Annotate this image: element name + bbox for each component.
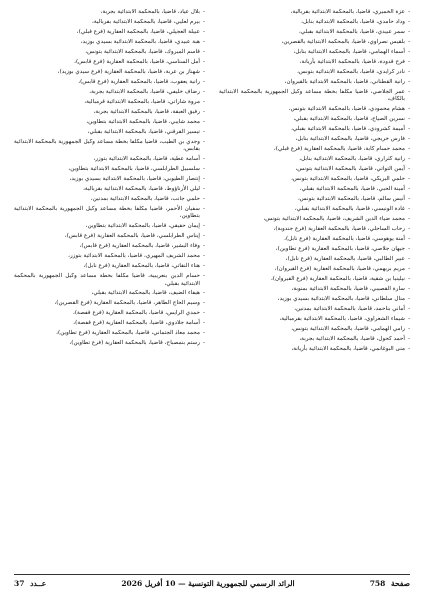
appointment-entry: - بلقيس نصراوي، قاضيا، بالمحكمة الابتدائية بالقصرين، — [219, 39, 410, 46]
issue-number-block — [14, 579, 46, 588]
appointment-entry: - وفاء البشير، قاضيا، بالمحكمة العقارية (فرع قابس)، — [14, 243, 205, 250]
page-number-block — [370, 579, 410, 588]
appointment-entry: - غادة الونيسي، قاضيا، بالمحكمة الابتدائية بقبلي، — [219, 206, 410, 213]
appointment-entry: - جيهان جلاصي، قاضيا، بالمحكمة العقارية (فرع تطاوين)، — [219, 246, 410, 253]
appointment-entry: - محمد ضياء الدين الشريف، قاضيا، بالمحكمة الابتدائية بتونس، — [219, 216, 410, 223]
appointment-entry: - نيلينيا بن شقية، قاضيا، بالمحكمة العقارية (فرع القيروان)، — [219, 276, 410, 283]
appointment-entry: - محمد معاذ الجتماني، قاضيا، بالمحكمة العقارية (فرع تطاوين)، — [14, 330, 205, 337]
appointment-entry: - وداد حامدي، قاضيا، بالمحكمة الابتدائية بنابل، — [219, 19, 410, 26]
appointment-entry: - محمد شايبي، قاضيا، بالمحكمة الابتدائية بتطاوين، — [14, 119, 205, 126]
appointment-entry: - أيمن التواتي، قاضيا، بالمحكمة الابتدائية بتونس، — [219, 166, 410, 173]
appointment-entry: - رستم بنمصباح، قاضيا، بالمحكمة العقارية (فرع تطاوين)، — [14, 340, 205, 347]
appointment-entry: - رانية كثراري، قاضيا، بالمحكمة الابتدائية بنابل، — [219, 156, 410, 163]
appointment-entry: - منال سلطاني، قاضيا، بالمحكمة الابتدائية بسيدي بوزيد، — [219, 296, 410, 303]
appointment-entry: - مريم بريهمي، قاضيا، بالمحكمة العقارية (فرع القيروان)، — [219, 266, 410, 273]
appointment-entry: - بلال عياد، قاضيا، بالمحكمة الابتدائية بجربة، — [14, 9, 205, 16]
appointment-entry: - رضاف خليفي، قاضيا، بالمحكمة الابتدائية بجربة، — [14, 89, 205, 96]
appointment-entry: - أمنة يوهوسي، قاضيا، بالمحكمة العقارية (فرع نابل)، — [219, 236, 410, 243]
appointment-entry: - إيمان حقيقي، قاضيا، بالمحكمة الابتدائية بتطاوين، — [14, 223, 205, 230]
appointment-entry: - أماني بناحمد، قاضيا، بالمحكمة الابتدائية بمدنين، — [219, 306, 410, 313]
appointment-entry: - مروة شاراتي، قاضيا، بالمحكمة الابتدائية قرمبالية، — [14, 99, 205, 106]
appointment-entry: - حسام الدين بنعريبية، قاضيا مكلفا بخطة مساعد وكيل الجمهورية بالمحكمة الابتدائية بقبلي، — [14, 273, 205, 288]
appointment-entry: - سمر عبيدي، قاضيا، بالمحكمة الابتدائية بقبلي، — [219, 29, 410, 36]
appointment-entry: - أسامة عطية، قاضيا، بالمحكمة الابتدائية بتوزر، — [14, 156, 205, 163]
appointment-entry: - ليلي الأرناؤوط، قاضيا، بالمحكمة الابتدائية بقربالية، — [14, 186, 205, 193]
appointment-entry: - أحمد كحول، قاضيا، بالمحكمة الابتدائية بجربة، — [219, 336, 410, 343]
appointment-entry: - هيفاء الضيف، قاضيا، بالمحكمة الابتدائية بقبلي، — [14, 290, 205, 297]
appointment-entry: - عزة الخميري، قاضيا، بالمحكمة الابتدائية بقربالية، — [219, 9, 410, 16]
issue-number: 37 — [14, 579, 25, 588]
appointment-entry: - حلمي جانب، قاضيا، بالمحكمة الابتدائية بمدنين، — [14, 196, 205, 203]
appointment-entry: - وجدي بن الطيب، قاضيا مكلفا بخطة مساعد وكيل الجمهورية بالمحكمة الابتدائية بقابس، — [14, 139, 205, 154]
appointment-entry: - عبير الطالبي، قاضيا، بالمحكمة العقارية (فرع نابل)، — [219, 256, 410, 263]
right-column — [219, 9, 410, 570]
appointment-entry: - قاسم الميروك، قاضيا، بالمحكمة الابتدائية بتونس، — [14, 49, 205, 56]
appointment-entry: - رفيق العبقة، قاضيا، بالمحكمة الابتدائية بجربة، — [14, 109, 205, 116]
page-number: 758 — [369, 579, 386, 588]
appointment-entry: - أمينة الحبي، قاضيا، بالمحكمة الابتدائية بقبلي، — [219, 186, 410, 193]
appointment-entry: - أسماء الهمامي، قاضيا، بالمحكمة الابتدائية بنابل، — [219, 49, 410, 56]
appointment-entry: - رانية القطناني، قاضيا، بالمحكمة الابتدائية بالقيروان، — [219, 79, 410, 86]
appointment-entry: - منى البوغانمي، قاضيا، بالمحكمة الابتدائية بأريانة، — [219, 346, 410, 353]
appointment-entry: - محمد الشريف المهيري، قاضيا، بالمحكمة الابتدائية بتوزر، — [14, 253, 205, 260]
appointment-entry: - أنيس سالم، قاضيا، بالمحكمة الابتدائية بتونس، — [219, 196, 410, 203]
gazette-title-date: الرائد الرسمي للجمهورية التونسية — 10 أفريل 2026 — [121, 579, 295, 588]
appointment-entry: - إيناس الطرابلسي، قاضيا، بالمحكمة العقارية (فرع قابس)، — [14, 233, 205, 240]
page-footer — [14, 574, 410, 590]
appointment-entry: - شهناز بن عربة، قاضيا، بالمحكمة العقارية (فرع سيدي بوزيد)، — [14, 69, 205, 76]
appointment-entry: - رحاب الساحلي، قاضيا، بالمحكمة العقارية (فرع جندوبة)، — [219, 226, 410, 233]
appointment-entry: - رانية يعقوب، قاضيا، بالمحكمة العقارية (فرع قابس)، — [14, 79, 205, 86]
appointment-entry: - هبة عبيدي، قاضيا، بالمحكمة الابتدائية بسيدي بوزيد، — [14, 39, 205, 46]
appointment-entry: - فرح قدودة، قاضيا، بالمحكمة الابتدائية بأريانة، — [219, 59, 410, 66]
appointment-entry: - نسرين الصياح، قاضيا، بالمحكمة الابتدائية بقبلي، — [219, 116, 410, 123]
appointment-entry: - محمد حسام كابة، قاضيا، بالمحكمة العقارية (فرع قبلي)، — [219, 146, 410, 153]
two-column-body — [14, 9, 410, 570]
appointment-entry: - سلسبيل الطرابلسي، قاضيا، بالمحكمة الابتدائية بتطاوين، — [14, 166, 205, 173]
left-column — [14, 9, 205, 570]
appointment-entry: - حلمي البريكي، قاضيا، بالمحكمة الابتدائية بتونس، — [219, 176, 410, 183]
appointment-entry: - أميمة كشرودي، قاضيا، بالمحكمة الابتدائية بقبلي، — [219, 126, 410, 133]
appointment-entry: - سارة القصيبي، قاضيا، بالمحكمة الابتدائية بمنوبة، — [219, 286, 410, 293]
appointment-entry: - حمدي الرايس، قاضيا، بالمحكمة العقارية (فرع قفصة)، — [14, 310, 205, 317]
appointment-entry: - فارس خريجي، قاضيا، بالمحكمة الابتدائية بنابل، — [219, 136, 410, 143]
appointment-entry: - بيرم لعليي، قاضيا، بالمحكمة الابتدائية بقربالية، — [14, 19, 205, 26]
appointment-entry: - إنتصار الطيوبي، قاضيا، بالمحكمة الابتدائية بسيدي بوزيد، — [14, 176, 205, 183]
appointment-entry: - تيسير القرقني، قاضيا، بالمحكمة الابتدائية بقبلي، — [14, 129, 205, 136]
appointment-entry: - عمر الجلاصي، قاضيا مكلفا بخطة مساعد وكيل الجمهورية بالمحكمة الابتدائية بالكاف، — [219, 89, 410, 104]
page-label: صفحة — [390, 579, 410, 588]
appointment-entry: - هناء النقاتي، قاضيا، بالمحكمة العقارية (فرع نابل)، — [14, 263, 205, 270]
appointment-entry: - سفيان الأحمر، قاضيا مكلفا بخطة مساعد وكيل الجمهورية بالمحكمة الابتدائية بتطاوين، — [14, 206, 205, 221]
appointment-entry: - وسيم الحاج الطاهر، قاضيا، بالمحكمة العقارية (فرع القصرين)، — [14, 300, 205, 307]
appointment-entry: - هشام محمودي، قاضيا، بالمحكمة الابتدائية بتونس، — [219, 106, 410, 113]
appointment-entry: - عبيلة العجيلي، قاضيا، بالمحكمة العقارية (فرع قبلي)، — [14, 29, 205, 36]
issue-label: عــدد — [30, 579, 47, 588]
appointment-entry: - رامي الهمامي، قاضيا، بالمحكمة الابتدائية بتونس، — [219, 326, 410, 333]
appointment-entry: - أسامة جلادوي، قاضيا، بالمحكمة العقارية (فرع قفصة)، — [14, 320, 205, 327]
appointment-entry: - شيماء الشعراوي، قاضيا، بالمحكمة الابتدائية بقرمبالية، — [219, 316, 410, 323]
appointment-entry: - نادر كرايدي، قاضيا، بالمحكمة الابتدائية بتونس، — [219, 69, 410, 76]
appointment-entry: - أمل السناسي، قاضيا، بالمحكمة العقارية (فرع قابس)، — [14, 59, 205, 66]
